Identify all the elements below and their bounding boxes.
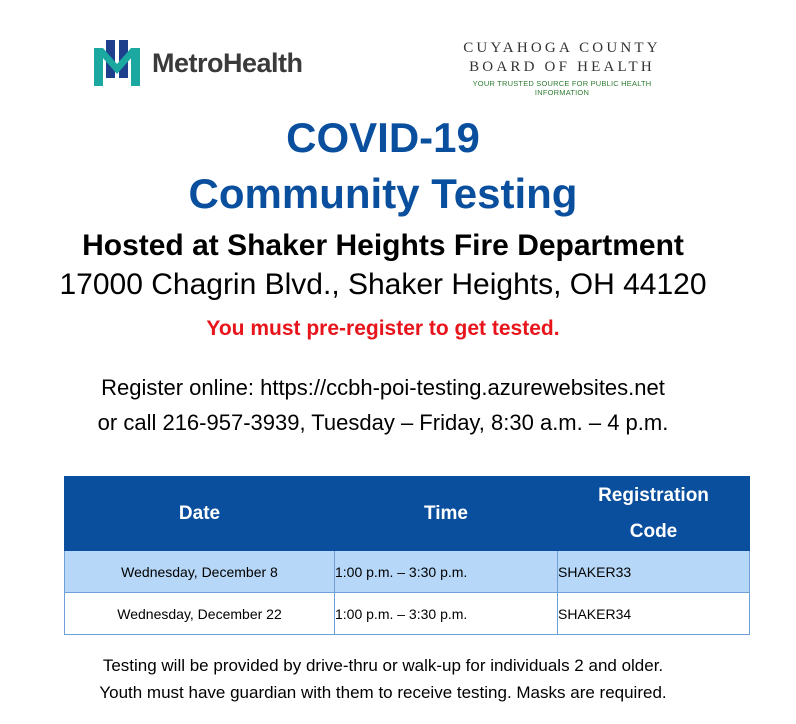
footer-line1: Testing will be provided by drive-thru or walk-up for individuals 2 and older. <box>102 656 664 675</box>
title-covid: COVID-19 <box>286 114 480 161</box>
cell-time: 1:00 p.m. – 3:30 p.m. <box>335 551 558 593</box>
ccbh-line2: BOARD OF HEALTH <box>469 59 655 75</box>
header-registration-code <box>558 477 750 551</box>
cell-code: SHAKER33 <box>558 551 750 593</box>
header-time: Time <box>335 477 558 551</box>
table-row <box>65 593 750 635</box>
logo-bar <box>0 36 796 96</box>
metrohealth-mh-mark-icon <box>94 40 140 86</box>
cell-date: Wednesday, December 8 <box>65 551 335 593</box>
schedule-header-row <box>65 477 750 551</box>
register-online-line: Register online: https://ccbh-poi-testing.azurewebsites.net <box>101 375 665 400</box>
header-code-line1: Registration <box>598 484 709 506</box>
metrohealth-wordmark: MetroHealth <box>152 47 303 78</box>
title-community-testing: Community Testing <box>188 170 578 217</box>
header-date: Date <box>65 477 335 551</box>
ccbh-tagline: YOUR TRUSTED SOURCE FOR PUBLIC HEALTH INFORMATION <box>472 79 652 97</box>
schedule-table <box>64 476 750 635</box>
header-code-line2: Code <box>629 520 678 542</box>
cell-time: 1:00 p.m. – 3:30 p.m. <box>335 593 558 635</box>
cell-date: Wednesday, December 22 <box>65 593 335 635</box>
metrohealth-logo <box>94 40 303 86</box>
footer-line2: Youth must have guardian with them to receive testing. Masks are required. <box>99 683 667 702</box>
table-row <box>65 551 750 593</box>
preregister-notice: You must pre-register to get tested. <box>206 317 560 340</box>
register-phone-line: or call 216-957-3939, Tuesday – Friday, 8:30 a.m. – 4 p.m. <box>97 410 669 435</box>
cell-code: SHAKER34 <box>558 593 750 635</box>
address: 17000 Chagrin Blvd., Shaker Heights, OH 44120 <box>59 268 707 301</box>
ccbh-line1: CUYAHOGA COUNTY <box>463 40 661 56</box>
ccbh-logo <box>446 40 678 97</box>
hosted-at: Hosted at Shaker Heights Fire Department <box>82 229 684 262</box>
